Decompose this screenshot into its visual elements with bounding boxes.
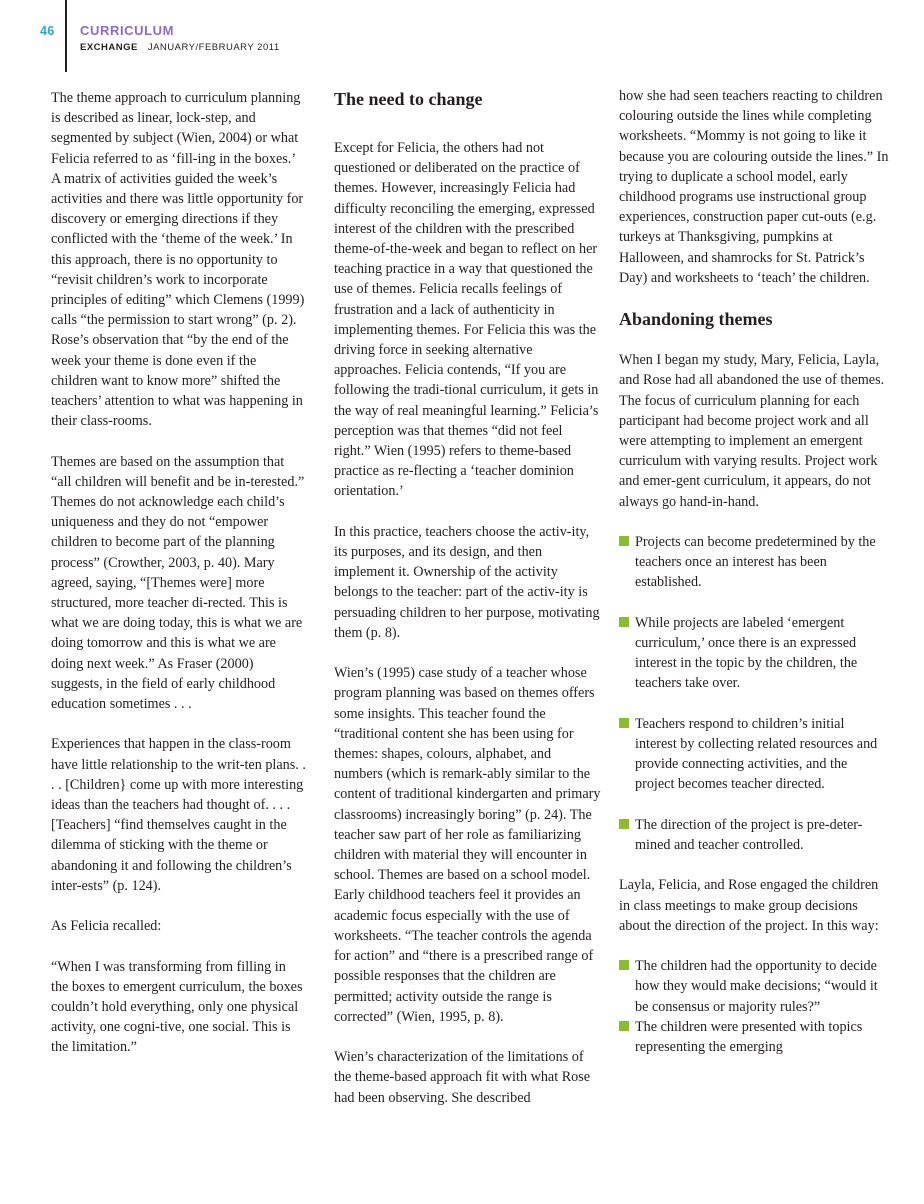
- paragraph: Experiences that happen in the class-room have little relationship to the writ-ten plans. . . . [Children} come up with more interesting ideas than the teachers had thought of. . . . [Teachers] “find themselves caught in the dilemma of sticking with the theme or abandoning it and following the children’s inter-ests” (p. 124).: [51, 736, 306, 894]
- list-item: [619, 613, 889, 694]
- magazine-name: EXCHANGE: [80, 42, 138, 53]
- list-item-text: The direction of the project is pre-deter-mined and teacher controlled.: [635, 816, 863, 854]
- paragraph: When I began my study, Mary, Felicia, Layla, and Rose had all abandoned the use of themes. The focus of curriculum planning for each participant had become project work and all were attempting to implement an emergent curriculum with varying results. Project work and emer-gent curriculum, it appears, do not always go hand-in-hand.: [619, 352, 885, 510]
- list-item-text: The children were presented with topics representing the emerging: [635, 1018, 863, 1056]
- paragraph: The theme approach to curriculum planning is described as linear, lock-step, and segmented by subject (Wien, 2004) or what Felicia referred to as ‘fill-ing in the boxes.’ A matrix of activities guided the week’s activities and there was little opportunity for discovery or emerging directions if they conflicted with the ‘theme of the week.’ In this approach, there is no opportunity to “revisit children’s work to incorporate principles of editing” which Clemens (1999) calls “the permission to start wrong” (p. 2). Rose’s observation that “by the end of the week your theme is done even if the children want to know more” shifted the teachers’ attention to what was happening in their class-rooms.: [51, 90, 305, 430]
- masthead-line: [80, 42, 280, 53]
- square-bullet-icon: [619, 960, 629, 970]
- square-bullet-icon: [619, 1021, 629, 1031]
- square-bullet-icon: [619, 718, 629, 728]
- paragraph: how she had seen teachers reacting to children colouring outside the lines while completing worksheets. “Mommy is not going to like it because you are colouring outside the lines.” In trying to duplicate a school model, early childhood programs use instructional group experiences, construction paper cut-outs (e.g. turkeys at Thanksgiving, pumpkins at Halloween, and shamrocks for St. Patrick’s Day) and worksheets to ‘teach’ the children.: [619, 88, 889, 286]
- paragraph: Themes are based on the assumption that “all children will benefit and be in-terested.” Themes do not acknowledge each child’s uniqueness and they do not “empower children to become part of the planning process” (Crowther, 2003, p. 40). Mary agreed, saying, “[Themes were] more structured, more teacher di-rected. This is what we are doing today, this is what we are doing tomorrow and this is what we are doing next week.” As Fraser (2000) suggests, in the field of early childhood education sometimes . . .: [51, 453, 305, 713]
- paragraph: As Felicia recalled:: [51, 918, 162, 935]
- column-2: [334, 88, 602, 1128]
- list-item: [619, 956, 889, 1017]
- list-item-text: Teachers respond to children’s initial interest by collecting related resources and provide connecting activities, and the project becomes teacher directed.: [635, 715, 878, 793]
- paragraph: Wien’s characterization of the limitations of the theme-based approach fit with what Rose had been observing. She described: [334, 1049, 591, 1106]
- section-heading: Abandoning themes: [619, 309, 773, 330]
- list-item-text: Projects can become predetermined by the teachers once an interest has been established.: [635, 534, 876, 591]
- column-3: [619, 86, 889, 1057]
- list-item: [619, 714, 889, 795]
- paragraph: In this practice, teachers choose the activ-ity, its purposes, and its design, and then implement it. Ownership of the activity belongs to the teacher: part of the activ-ity is persuading children to her purpose, motivating them (p. 8).: [334, 523, 600, 641]
- issue-date: JANUARY/FEBRUARY 2011: [147, 42, 280, 53]
- section-heading: The need to change: [334, 89, 483, 109]
- list-item: [619, 1017, 889, 1057]
- list-item-text: While projects are labeled ‘emergent curriculum,’ once there is an expressed interest in the topic by the children, the teachers take over.: [635, 614, 858, 692]
- square-bullet-icon: [619, 819, 629, 829]
- list-item-text: The children had the opportunity to decide how they would make decisions; “would it be consensus or majority rules?”: [635, 958, 878, 1015]
- bullet-list: [619, 956, 889, 1057]
- section-label: CURRICULUM: [80, 23, 175, 38]
- square-bullet-icon: [619, 536, 629, 546]
- page-number: 46: [40, 24, 55, 38]
- header-divider: [65, 0, 67, 72]
- paragraph: Except for Felicia, the others had not questioned or deliberated on the practice of themes. However, increasingly Felicia had difficulty reconciling the emerging, expressed interest of the children with the prescribed theme-of-the-week and began to reflect on her teaching practice in a way that questioned the use of themes. Felicia recalls feelings of frustration and a lack of authenticity in implementing themes. For Felicia this was the driving force in seeking alternative approaches. Felicia contends, “If you are following the tradi-tional curriculum, it gets in the way of real meaningful learning.” Felicia’s perception was that themes “did not feel right.” Wien (1995) refers to theme-based practice as re-flecting a ‘teacher dominion orientation.’: [334, 140, 599, 500]
- bullet-list: [619, 532, 889, 855]
- list-item: [619, 815, 889, 855]
- square-bullet-icon: [619, 617, 629, 627]
- column-1: [51, 88, 306, 1078]
- paragraph: Layla, Felicia, and Rose engaged the children in class meetings to make group decisions about the direction of the project. In this way:: [619, 877, 879, 934]
- list-item: [619, 532, 889, 593]
- paragraph: Wien’s (1995) case study of a teacher whose program planning was based on themes offers some insights. This teacher found the “traditional content she has been using for themes: shapes, colours, alphabet, and numbers (which is remark-ably similar to the content of traditional kindergarten and primary classrooms) increasingly boring” (p. 24). The teacher saw part of her role as familiarizing children with material they will encounter in school. Themes are based on a school model. Early childhood teachers feel it provides an academic focus especially with the use of worksheets. “The teacher controls the agenda for action” and “there is a prescribed range of possible responses that the children are permitted; activity outside the range is corrected” (Wien, 1995, p. 8).: [334, 665, 601, 1025]
- quote-paragraph: “When I was transforming from filling in the boxes to emergent curriculum, the boxes couldn’t hold everything, only one physical activity, one cogni-tive, one social. This is the limitation.”: [51, 958, 303, 1056]
